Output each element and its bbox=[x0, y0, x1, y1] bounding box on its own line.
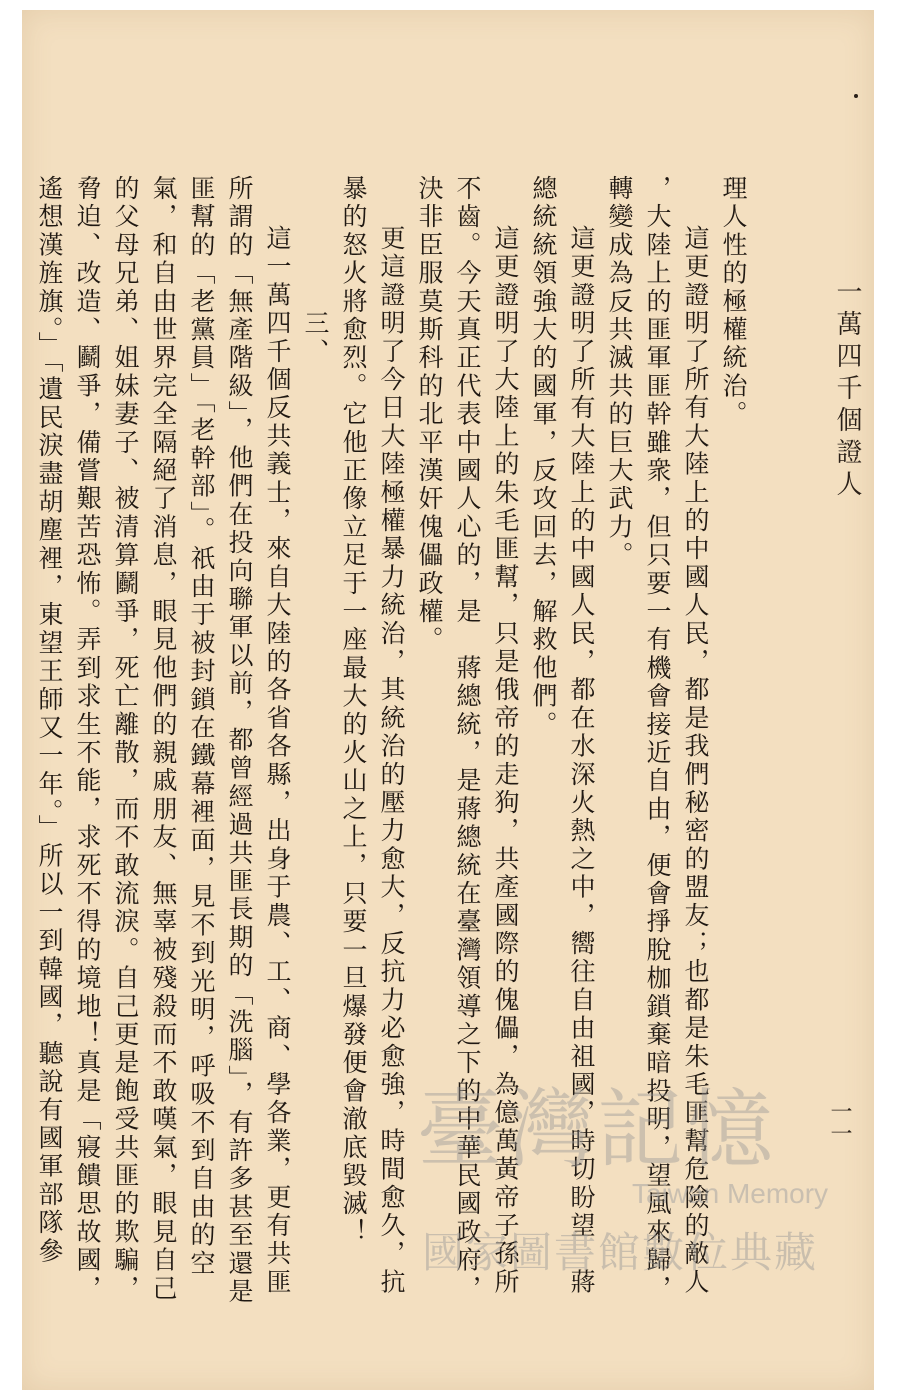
book-page bbox=[22, 10, 874, 1390]
watermark-english: Taiwan Memory bbox=[632, 1178, 829, 1209]
text-column: 匪幫的「老黨員」「老幹部」。祇由于被封鎖在鐵幕裡面，見不到光明，呼吸不到自由的空 bbox=[187, 175, 216, 1278]
text-column: 這更證明了大陸上的朱毛匪幫，只是俄帝的走狗，共產國際的傀儡，為億萬黃帝子孫所 bbox=[491, 225, 520, 1297]
ink-speck bbox=[854, 94, 858, 98]
text-column: 更這證明了今日大陸極權暴力統治，其統治的壓力愈大，反抗力必愈強，時間愈久，抗 bbox=[377, 225, 406, 1297]
body-text bbox=[30, 175, 752, 1307]
text-column: 這更證明了所有大陸上的中國人民，都是我們秘密的盟友；也都是朱毛匪幫危險的敵人 bbox=[681, 225, 710, 1297]
text-column: 總統統領強大的國軍，反攻回去，解救他們。 bbox=[529, 175, 558, 739]
text-column: 這更證明了所有大陸上的中國人民，都在水深火熱之中，嚮往自由祖國，時切盼望 蔣 bbox=[567, 225, 596, 1297]
running-title: 一萬四千個證人 bbox=[832, 278, 862, 502]
text-column: 所謂的「無產階級」，他們在投向聯軍以前，都曾經過共匪長期的「洗腦」，有許多甚至還是 bbox=[225, 175, 254, 1307]
text-column: 脅迫、改造、鬬爭，備嘗艱苦恐怖。弄到求生不能，求死不得的境地！真是「寢饋思故國， bbox=[73, 175, 102, 1303]
text-column: 不齒。今天真正代表中國人心的，是 蔣總統，是蔣總統在臺灣領導之下的中華民國政府， bbox=[453, 175, 482, 1303]
page-number: 一一 bbox=[827, 1100, 852, 1144]
text-column: ，大陸上的匪軍匪幹雖衆，但只要一有機會接近自由，便會掙脫枷鎖棄暗投明，望風來歸， bbox=[643, 175, 672, 1303]
text-column: 的父母兄弟、姐妹妻子、被清算鬬爭，死亡離散，而不敢流淚。自己更是飽受共匪的欺騙， bbox=[111, 175, 140, 1303]
text-column: 氣，和自由世界完全隔絕了消息，眼見他們的親戚朋友、無辜被殘殺而不敢嘆氣，眼見自己 bbox=[149, 175, 178, 1303]
text-column: 決非臣服莫斯科的北平漢奸傀儡政權。 bbox=[415, 175, 444, 655]
text-column: 暴的怒火將愈烈。它他正像立足于一座最大的火山之上，只要一旦爆發便會澈底毀滅！ bbox=[339, 175, 368, 1247]
watermark-subtitle: 國家圖書館數位典藏 bbox=[422, 1228, 819, 1277]
text-column: 理人性的極權統治。 bbox=[719, 175, 748, 429]
watermark-logo-text: 臺灣記憶 bbox=[417, 1080, 777, 1180]
text-column: 轉變成為反共滅共的巨大武力。 bbox=[605, 175, 634, 570]
section-heading: 三、 bbox=[301, 310, 330, 367]
text-column: 遙想漢旌旗。」「遺民淚盡胡塵裡，東望王師又一年。」所以一到韓國，聽說有國軍部隊參 bbox=[35, 175, 64, 1266]
text-column: 這一萬四千個反共義士，來自大陸的各省各縣，出身于農、工、商、學各業，更有共匪 bbox=[263, 225, 292, 1297]
